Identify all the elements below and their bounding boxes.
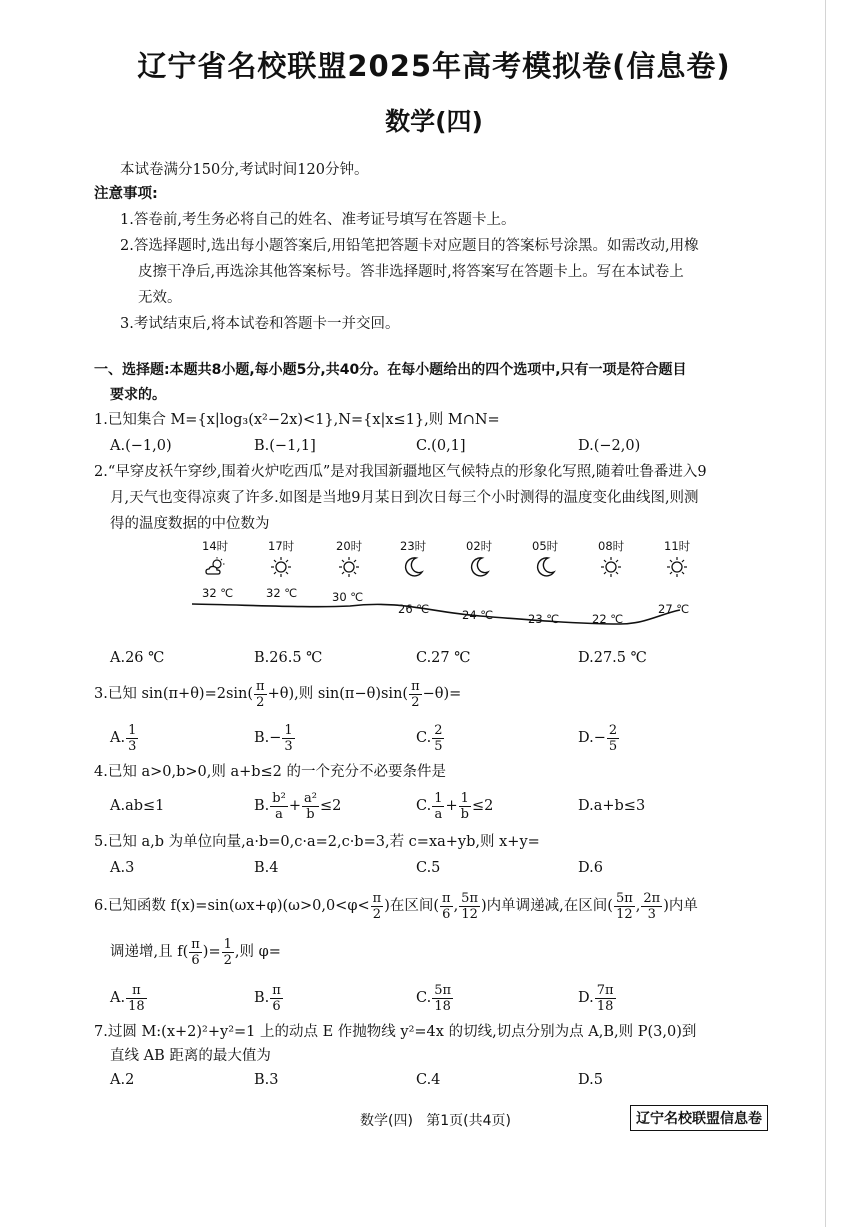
q6-stem-line1: 6.已知函数 f(x)=sin(ωx+φ)(ω>0,0<φ< $\frac{\pi}{2}$ )在区间( $\frac{\pi}{6}$ , $\frac{5\pi}{12}$ )内单调递减,在区间( $\frac{5\pi}{12}$ , $\frac{2\pi}{3}$ )内单 (94, 890, 698, 922)
q2-stem-line2: 月,天气也变得凉爽了许多.如图是当地9月某日到次日每三个小时测得的温度变化曲线图,则测 (110, 490, 699, 506)
q5-option-c: C.5 (416, 860, 441, 876)
q3-option-d: D.− $\frac{2}{5}$ (578, 722, 618, 754)
q4-option-d: D.a+b≤3 (578, 798, 646, 814)
moon-icon (468, 556, 490, 578)
q4-option-b: B. $\frac{\text{b²}}{a}$ + $\frac{\text{a²}}{b}$ ≤2 (254, 790, 342, 822)
q7-option-c: C.4 (416, 1072, 441, 1088)
intro-text: 本试卷满分150分,考试时间120分钟。 (120, 162, 369, 178)
q3-stem (94, 678, 461, 710)
q2-stem-line3: 得的温度数据的中位数为 (110, 516, 270, 532)
q2-option-c: C.27 ℃ (416, 650, 471, 666)
weather-temperature-label: 32 ℃ (202, 586, 234, 600)
weather-temperature-label: 24 ℃ (462, 608, 494, 622)
weather-time-label: 23时 (400, 539, 427, 553)
q5-option-b: B.4 (254, 860, 279, 876)
q5-option-a: A.3 (110, 860, 135, 876)
weather-temperature-label: 26 ℃ (398, 602, 430, 616)
q5-stem: 5.已知 a,b 为单位向量,a·b=0,c·a=2,c·b=3,若 c=xa+yb,则 x+y= (94, 834, 540, 850)
q5-option-d: D.6 (578, 860, 603, 876)
weather-temperature-label: 27 ℃ (658, 602, 690, 616)
weather-time-label: 11时 (664, 539, 691, 553)
q3-option-c: C. $\frac{2}{5}$ (416, 722, 443, 754)
weather-temperature-label: 32 ℃ (266, 586, 298, 600)
moon-icon (402, 556, 424, 578)
weather-time-label: 05时 (532, 539, 559, 553)
q1-option-d: D.(−2,0) (578, 438, 641, 454)
weather-time-label: 08时 (598, 539, 625, 553)
q3-option-a: A. $\frac{1}{3}$ (110, 722, 137, 754)
exam-subtitle: 数学(四) (385, 107, 483, 136)
q7-option-b: B.3 (254, 1072, 279, 1088)
q1-stem: 1.已知集合 M={x|log₃(x²−2x)<1},N={x|x≤1},则 M∩N= (94, 412, 500, 428)
section-heading: 一、选择题:本题共8小题,每小题5分,共40分。在每小题给出的四个选项中,只有一项是符合题目 (94, 362, 687, 378)
sun-icon (600, 556, 622, 578)
notice-item-2-cont: 皮擦干净后,再选涂其他答案标号。答非选择题时,将答案写在答题卡上。写在本试卷上 (138, 264, 684, 280)
sun-icon (270, 556, 292, 578)
q3-stem-part3: −θ)= (422, 686, 462, 702)
section-heading-cont: 要求的。 (110, 387, 166, 403)
q3-fraction-pi-over-2: $\frac{\pi}{2}$ (256, 678, 265, 710)
q6-option-b: B. $\frac{\pi}{6}$ (254, 982, 281, 1014)
q1-option-c: C.(0,1] (416, 438, 466, 454)
q2-option-b: B.26.5 ℃ (254, 650, 323, 666)
weather-time-label: 20时 (336, 539, 363, 553)
sun-icon (666, 556, 688, 578)
q3-stem-part2: +θ),则 sin(π−θ)sin( (267, 686, 409, 702)
weather-temperature-label: 23 ℃ (528, 612, 560, 626)
q3-option-b: B.− $\frac{1}{3}$ (254, 722, 293, 754)
page-footer: 数学(四) 第1页(共4页) (360, 1113, 512, 1129)
q1-option-a: A.(−1,0) (110, 438, 172, 454)
weather-temperature-label: 22 ℃ (592, 612, 624, 626)
q2-option-a: A.26 ℃ (110, 650, 165, 666)
q1-option-b: B.(−1,1] (254, 438, 316, 454)
notice-item-3: 3.考试结束后,将本试卷和答题卡一并交回。 (120, 316, 400, 332)
q3-stem-part1: 3.已知 sin(π+θ)=2sin( (94, 686, 254, 702)
weather-time-label: 02时 (466, 539, 493, 553)
q2-stem-line1: 2.“早穿皮袄午穿纱,围着火炉吃西瓜”是对我国新疆地区气候特点的形象化写照,随着吐鲁番进入9 (94, 464, 707, 480)
notice-item-2: 2.答选择题时,选出每小题答案后,用铅笔把答题卡对应题目的答案标号涂黑。如需改动,用橡 (120, 238, 699, 254)
cloud-sun-icon (204, 556, 226, 578)
q7-option-d: D.5 (578, 1072, 603, 1088)
q4-option-a: A.ab≤1 (110, 798, 165, 814)
notice-item-2-end: 无效。 (138, 290, 182, 306)
page-edge-line (825, 0, 826, 1227)
q6-stem-line2: 调递增,且 f( $\frac{\pi}{6}$ )= $\frac{1}{2}$ ,则 φ= (110, 936, 281, 968)
q4-stem: 4.已知 a>0,b>0,则 a+b≤2 的一个充分不必要条件是 (94, 764, 447, 780)
exam-title: 辽宁省名校联盟2025年高考模拟卷(信息卷) (137, 49, 731, 83)
moon-icon (534, 556, 556, 578)
q6-option-a: A. $\frac{\pi}{18}$ (110, 982, 145, 1014)
q4-option-c: C. $\frac{1}{a}$ + $\frac{1}{b}$ ≤2 (416, 790, 494, 822)
weather-time-label: 17时 (268, 539, 295, 553)
q2-option-d: D.27.5 ℃ (578, 650, 647, 666)
q7-stem-line2: 直线 AB 距离的最大值为 (110, 1048, 271, 1064)
weather-temperature-label: 30 ℃ (332, 590, 364, 604)
weather-temperature-figure (190, 538, 710, 638)
q6-option-d: D. $\frac{7\pi}{18}$ (578, 982, 614, 1014)
weather-time-label: 14时 (202, 539, 229, 553)
sun-icon (338, 556, 360, 578)
q6-option-c: C. $\frac{5\pi}{18}$ (416, 982, 452, 1014)
footer-brand-box: 辽宁名校联盟信息卷 (630, 1105, 768, 1131)
notice-heading: 注意事项: (94, 186, 158, 202)
q3-fraction-pi-over-2-b: $\frac{\pi}{2}$ (411, 678, 420, 710)
q7-option-a: A.2 (110, 1072, 135, 1088)
q7-stem-line1: 7.过圆 M:(x+2)²+y²=1 上的动点 E 作抛物线 y²=4x 的切线,切点分别为点 A,B,则 P(3,0)到 (94, 1024, 697, 1040)
notice-item-1: 1.答卷前,考生务必将自己的姓名、准考证号填写在答题卡上。 (120, 212, 516, 228)
